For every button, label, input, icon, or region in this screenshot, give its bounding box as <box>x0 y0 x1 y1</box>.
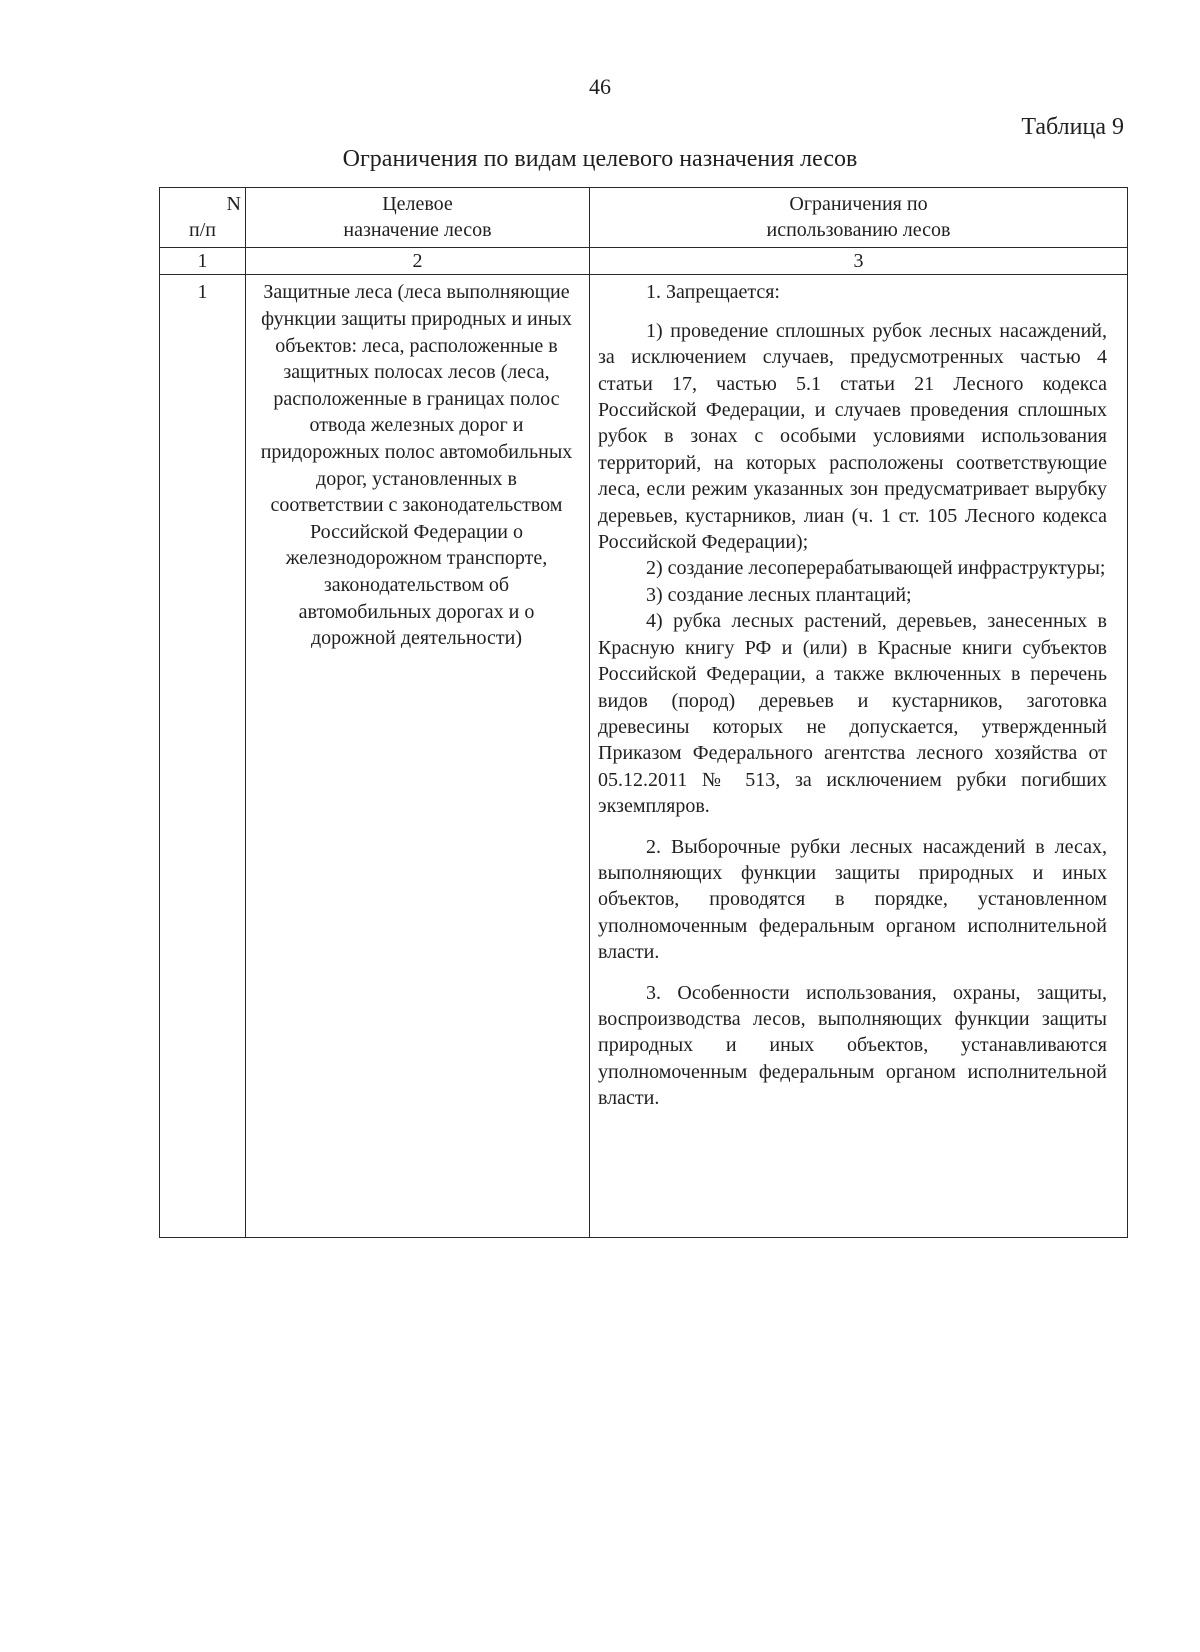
restrictions-table <box>159 187 1128 1238</box>
header-number-sublabel: п/п <box>189 219 216 242</box>
column-number-row <box>160 248 1128 275</box>
restriction-item-3: 3) создание лесных плантаций; <box>646 583 912 606</box>
page-number: 46 <box>589 74 611 99</box>
header-purpose-line1: Целевое <box>382 193 453 215</box>
table-label: Таблица 9 <box>1021 114 1124 140</box>
table-header-row <box>160 188 1128 248</box>
column-number: 2 <box>246 248 590 275</box>
restriction-item-2: 2) создание лесоперерабатывающей инфраструктуры; <box>646 557 1106 580</box>
restriction-item-4: 4) рубка лесных растений, деревьев, занесенных в Красную книгу РФ и (или) в Красные книги субъектов Российской Федерации, а также включенных в перечень видов (пород) деревьев и кустарников, заготовка древесины которых не допускается, утвержденный Приказом Федерального агентства лесного хозяйства от 05.12.2011 № 513, за исключением рубки погибших экземпляров. <box>598 610 1107 818</box>
restriction-prohibited-heading: 1. Запрещается: <box>646 281 780 304</box>
table-title: Ограничения по видам целевого назначения лесов <box>342 146 858 172</box>
header-restrictions-line1: Ограничения по <box>789 193 928 215</box>
restriction-item-1: 1) проведение сплошных рубок лесных насаждений, за исключением случаев, предусмотренных частью 4 статьи 17, частью 5.1 статьи 21 Лесного кодекса Российской Федерации, и случаев проведения сплошных рубок в зонах с особыми условиями использования территорий, на которых расположены соответствующие леса, если режим указанных зон предусматривает вырубку деревьев, кустарников, лиан (ч. 1 ст. 105 Лесного кодекса Российской Федерации); <box>598 319 1107 554</box>
header-restrictions-line2: использованию лесов <box>766 219 951 242</box>
header-number-cell <box>160 188 246 248</box>
column-number: 1 <box>160 248 246 275</box>
restriction-special-features: 3. Особенности использования, охраны, защиты, воспроизводства лесов, выполняющих функции защиты природных и иных объектов, устанавливаются уполномоченным федеральным органом исполнительной власти. <box>598 981 1107 1110</box>
forest-purpose-text: Защитные леса (леса выполняющие функции защиты природных и иных объектов: леса, расположенные в защитных полосах лесов (леса, расположенные в границах полос отвода железных дорог и придорожных полос автомобильных дорог, установленных в соответствии с законодательством Российской Федерации о железнодорожном транспорте, законодательством об автомобильных дорогах и о дорожной деятельности) <box>246 275 590 1238</box>
column-number: 3 <box>590 248 1128 275</box>
restrictions-cell <box>590 275 1128 1238</box>
restriction-selective-logging: 2. Выборочные рубки лесных насаждений в лесах, выполняющих функции защиты природных и иных объектов, проводятся в порядке, установленном уполномоченным федеральным органом исполнительной власти. <box>598 835 1107 964</box>
header-purpose-line2: назначение лесов <box>343 219 492 242</box>
header-purpose-cell <box>246 188 590 248</box>
table-row <box>160 275 1128 1238</box>
header-number-label: N <box>226 193 241 215</box>
row-number: 1 <box>160 275 246 1238</box>
header-restrictions-cell <box>590 188 1128 248</box>
